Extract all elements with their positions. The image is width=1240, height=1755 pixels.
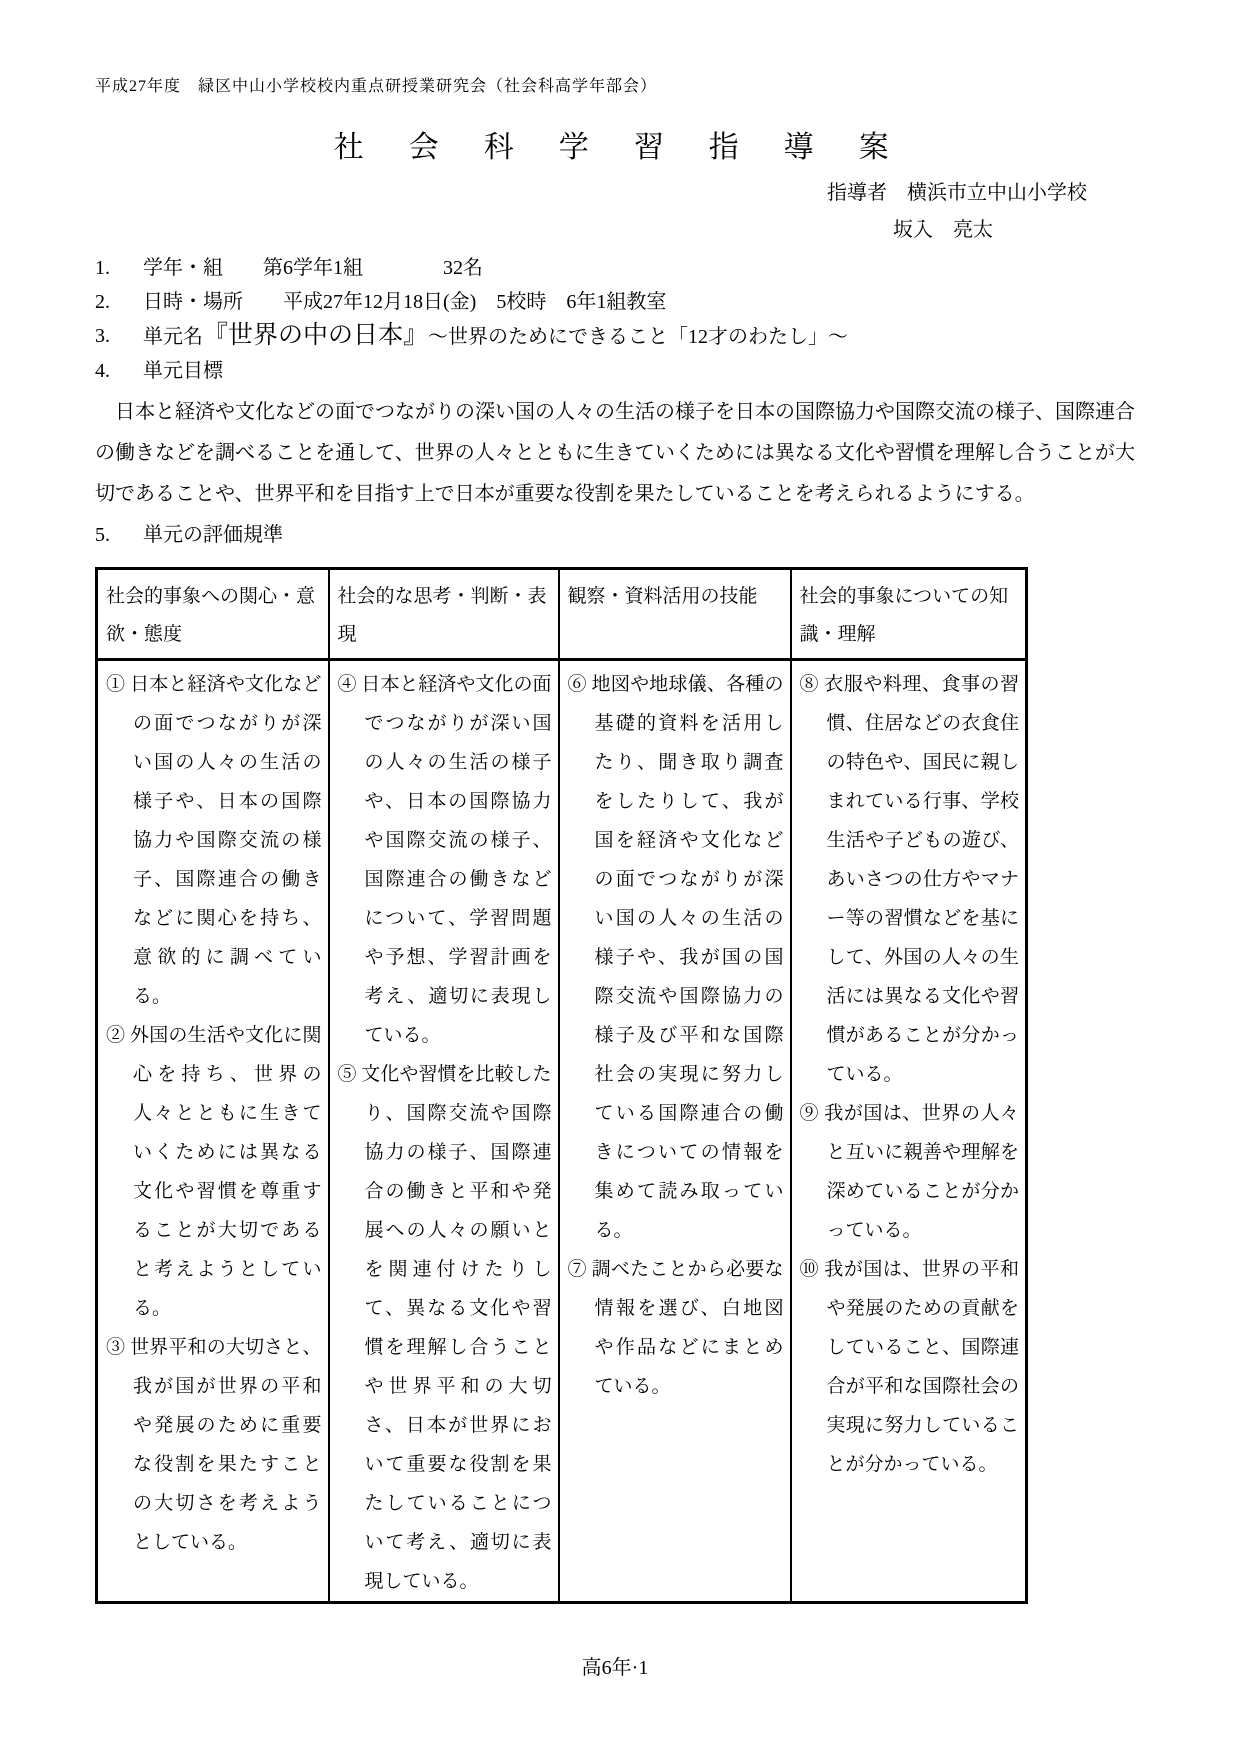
criteria-section-number: 5. [95,524,110,546]
instructor-affiliation: 指導者 横浜市立中山小学校 [827,182,1087,204]
instructor-name: 坂入 亮太 [893,219,993,241]
info-item-text: 日時・場所 平成27年12月18日(金) 5校時 6年1組教室 [143,291,667,313]
unit-title-emphasis: 『世界の中の日本』 [203,322,429,349]
criteria-cell-knowledge [791,660,1027,1603]
evaluation-criteria-table [95,567,1028,1604]
criteria-item-2: ② 外国の生活や文化に関心を持ち、世界の人々とともに生きていくためには異なる文化や習慣を尊重することが大切であると考えようとしている。 [106,1025,322,1319]
criteria-cell-interest [97,660,329,1603]
criteria-cell-thinking [329,660,559,1603]
criteria-cell-skills [559,660,791,1603]
criteria-item-3: ③ 世界平和の大切さと、我が国が世界の平和や発展のために重要な役割を果たすことの大切さを考えようとしている。 [106,1337,322,1553]
criteria-item-1: ① 日本と経済や文化などの面でつながりが深い国の人々の生活の様子や、日本の国際協力や国際交流の様子、国際連合の働きなどに関心を持ち、意欲的に調べている。 [106,674,322,1007]
info-item-text: 学年・組 第6学年1組 32名 [143,257,483,279]
criteria-header-row [97,569,1027,660]
criteria-item-10: ⑩ 我が国は、世界の平和や発展のための貢献をしていること、国際連合が平和な国際社会の実現に努力していることが分かっている。 [799,1259,1019,1475]
info-item-number: 1. [95,257,110,279]
page-title: 社 会 科 学 習 指 導 案 [333,131,897,164]
criteria-item-6: ⑥ 地図や地球儀、各種の基礎的資料を活用したり、聞き取り調査をしたりして、我が国を経済や文化などの面でつながりが深い国の人々の生活の様子や、我が国の国際交流や国際協力の様子及び平和な国際社会の実現に努力している国際連合の働きについての情報を集めて読み取っている。 [567,674,784,1241]
info-item-datetime [95,285,1135,319]
column-header-skills: 観察・資料活用の技能 [559,569,791,660]
info-item-unit-name [95,319,1135,354]
document-meta-line: 平成27年度 緑区中山小学校校内重点研授業研究会（社会科高学年部会） [95,78,658,95]
criteria-item-5: ⑤ 文化や習慣を比較したり、国際交流や国際協力の様子、国際連合の働きと平和や発展への人々の願いとを関連付けたりして、異なる文化や習慣を理解し合うことや世界平和の大切さ、日本が世界において重要な役割を果たしていることについて考え、適切に表現している。 [337,1064,552,1592]
unit-goal-paragraph: 日本と経済や文化などの面でつながりの深い国の人々の生活の様子を日本の国際協力や国際交流の様子、国際連合の働きなどを調べることを通して、世界の人々とともに生きていくためには異なる文化や習慣を理解し合うことが大切であることや、世界平和を目指す上で日本が重要な役割を果たしていることを考えられるようにする。 [95,401,1135,505]
info-item-grade [95,251,1135,285]
page-footer: 高6年·1 [581,1657,649,1679]
column-header-knowledge: 社会的事象についての知識・理解 [791,569,1027,660]
unit-name-label: 単元名 [143,326,203,348]
column-header-interest: 社会的事象への関心・意欲・態度 [97,569,329,660]
instructor-block [95,175,1135,249]
column-header-thinking: 社会的な思考・判断・表現 [329,569,559,660]
criteria-section-title: 単元の評価規準 [143,524,283,546]
info-item-number: 3. [95,325,110,347]
criteria-section-heading [95,517,1135,553]
criteria-body-row [97,660,1027,1603]
info-item-number: 2. [95,291,110,313]
unit-name-subtitle: ～世界のためにできること「12才のわたし」～ [428,326,849,348]
criteria-item-4: ④ 日本と経済や文化の面でつながりが深い国の人々の生活の様子や、日本の国際協力や国際交流の様子、国際連合の働きなどについて、学習問題や予想、学習計画を考え、適切に表現している。 [337,674,552,1046]
info-item-text [143,319,1135,354]
info-item-unit-goal [95,354,1135,388]
info-item-text: 単元目標 [143,360,223,382]
info-list [95,251,1135,388]
criteria-item-8: ⑧ 衣服や料理、食事の習慣、住居などの衣食住の特色や、国民に親しまれている行事、学校生活や子どもの遊び、あいさつの仕方やマナー等の習慣などを基にして、外国の人々の生活には異なる文化や習慣があることが分かっている。 [799,674,1019,1085]
info-item-number: 4. [95,360,110,382]
criteria-item-9: ⑨ 我が国は、世界の人々と互いに親善や理解を深めていることが分かっている。 [799,1103,1019,1241]
criteria-item-7: ⑦ 調べたことから必要な情報を選び、白地図や作品などにまとめている。 [567,1259,784,1397]
